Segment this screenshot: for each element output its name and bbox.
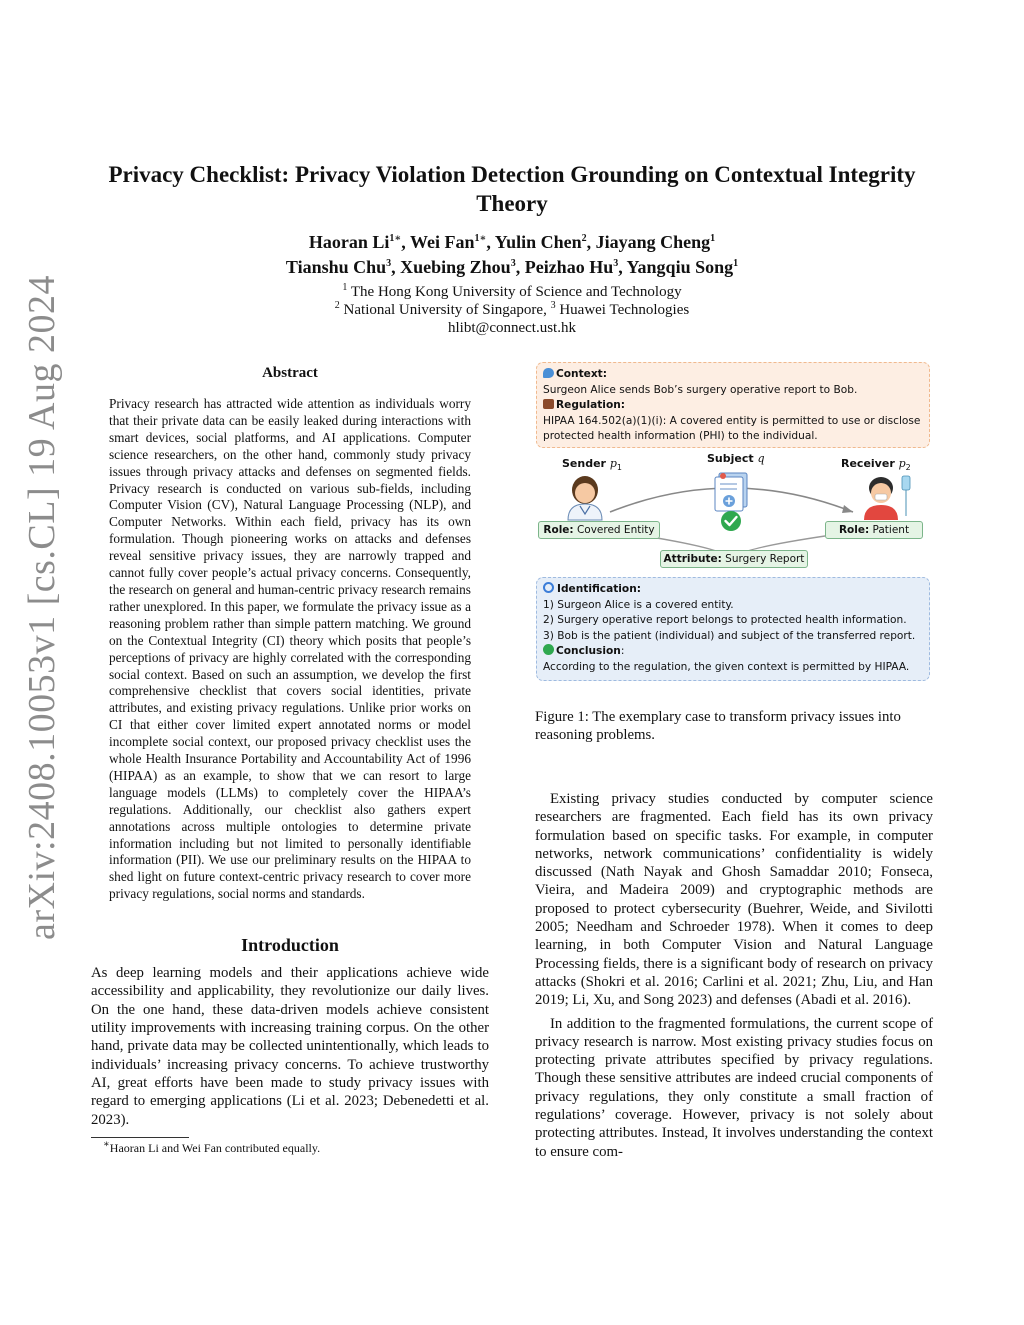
author-sup: 1∗ [474,233,487,244]
sender-role-tag: Role: Covered Entity [538,521,660,539]
author-name: Yulin Chen [494,232,582,252]
paper-title: Privacy Checklist: Privacy Violation Detection Grounding on Contextual Integrity Theory [108,162,916,216]
affil-sup: 3 [550,300,556,311]
book-icon [543,399,554,409]
author-name: Wei Fan [409,232,475,252]
attribute-tag: Attribute: Surgery Report [660,550,808,568]
affiliation-2: National University of Singapore, [343,302,547,318]
identification-item: 3) Bob is the patient (individual) and subject of the transferred report. [543,629,916,642]
identification-item: 2) Surgery operative report belongs to protected health information. [543,614,907,626]
context-box [536,362,930,448]
affiliation-3: Huawei Technologies [559,302,690,318]
context-label: Context: [556,368,607,380]
author-line-1: Haoran $Li^{1∗}$, Wei Fan$^{1∗}$, Yulin Chen$^2$, Jiayang Cheng$^1$ [308,232,716,252]
affil-sup: 1 [342,282,348,293]
subject-label: Subject q [707,452,765,465]
author-list [80,230,944,280]
check-circle-icon [543,644,554,655]
author-name: Tianshu Chu [285,257,387,277]
magnifier-icon [543,582,554,593]
figure-caption: Figure 1: The exemplary case to transform privacy issues into reasoning problems. [535,709,901,744]
identification-box: Identification: 1) Surgeon Alice is a covered entity. 2) Surgery operative report belongs to protected health information. 3) Bob is the patient (individual) and subject of the transferred report. Conclusion: According to the regulation, the given context is permitted by HIPAA. [536,577,930,681]
check-icon [721,511,741,531]
sender-label: Sender $p_1$ [562,457,622,473]
conclusion-text: According to the regulation, the given context is permitted by HIPAA. [543,660,910,673]
arrow-head [842,505,853,513]
identification-item: 1) Surgeon Alice is a covered entity. [543,598,734,611]
conclusion-label: Conclusion [556,645,621,657]
footnote [91,1138,489,1156]
introduction-paragraph: As deep learning models and their applications achieve wide accessibility and applicability, they revolutionize our daily lives. On the one hand, these data-driven models achieve consistent utility improvements with increasing training corpus. On the other hand, private data may be collected unintentionally, which leads to individuals’ increasing privacy concerns. To achieve trustworthy AI, great efforts have been made to study privacy issues with regard to emerging applications (Li et al. 2023; Debenedetti et al. 2023). [91,965,489,1128]
abstract-text: Privacy research has attracted wide attention as individuals worry that their private data can be easily leaked during interactions with smart devices, social platforms, and AI applications. Computer science researchers, on the other hand, commonly study privacy issues through privacy attacks and defenses on segmented fields. Privacy research is conducted on various sub-fields, including Computer Vision (CV), Natural Language Processing (NLP), and Computer Networks. Within each field, privacy has its own formulation. Though pioneering works on attacks and defenses reveal sensitive privacy issues, they are narrowly trapped and cannot fully cover people’s actual privacy concerns. Consequently, the research on general and human-centric privacy research remains rather unexplored. In this paper, we formulate the privacy issue as a reasoning problem rather than simple pattern matching. We ground on the Contextual Integrity (CI) theory which posits that people’s perceptions of privacy are highly correlated with the corresponding social context. Based on such an assumption, we develop the first comprehensive checklist that covers social identities, private attributes, and existing privacy regulations. Unlike prior works on CI that either cover limited expert annotated norms or model incomplete social context, our proposed privacy checklist uses the whole Health Insurance Portability and Accountability Act of 1996 (HIPAA) as an example, to show that we can resort to large language models (LLMs) to completely cover the HIPAA’s regulations. Additionally, our checklist also gathers expert annotations across multiple ontologies to determine private information including but not limited to personally identifiable information (PII). We use our preliminary results on the HIPAA to shed light on future context-centric privacy research to cover more privacy regulations, social norms and standards. [109,396,471,902]
footnote-text: Haoran Li and Wei Fan contributed equally. [109,1140,321,1155]
author-sup: 1 [710,233,716,244]
author-name: Peizhao Hu [524,257,614,277]
author-sup: 1 [733,258,739,269]
receiver-role-tag: Role: Patient [825,521,923,539]
introduction-heading: Introduction [241,935,339,956]
footnote-rule [91,1137,189,1138]
speech-bubble-icon [543,368,554,378]
doctor-avatar [568,476,602,520]
right-column [535,790,933,1161]
body-paragraph: In addition to the fragmented formulations, the current scope of privacy research is narrow. Most existing privacy studies focus on protecting private attributes specified by privacy regulations. Though these sensitive attributes are indeed crucial components of privacy regulations, they only constitute a small fraction of regulations’ coverage. However, privacy is not solely about protecting attributes. Instead, It involves understanding the context to ensure com- [535,1015,933,1160]
author-name: Haoran Li [308,232,390,252]
author-name: Xuebing Zhou [400,257,511,277]
receiver-label: Receiver $p_2$ [841,457,911,473]
patient-avatar [864,476,910,520]
contact-email: hlibt@connect.ust.hk [448,320,576,336]
figure-1 [535,360,933,682]
identification-label: Identification: [557,583,641,595]
regulation-label: Regulation: [556,399,625,411]
context-text: Surgeon Alice sends Bob’s surgery operative report to Bob. [543,383,858,396]
document-icon [715,473,747,511]
arxiv-identifier: arXiv:2408.10053v1 [cs.CL] 19 Aug 2024 [21,275,63,940]
regulation-text: HIPAA 164.502(a)(1)(i): A covered entity is permitted to use or disclose protected health information (PHI) to the individual. [543,414,921,442]
author-sup: 3 [613,258,619,269]
left-column [91,360,489,1156]
affiliations [80,283,944,337]
author-sup: 3 [510,258,516,269]
author-name: Yangqiu Song [626,257,734,277]
body-paragraph: Existing privacy studies conducted by computer science researchers are fragmented. Each field has its own privacy formulation based on specific tasks. For example, in computer networks, network communications’ confidentiality is widely discussed (Nath Nayak and Ghosh Samaddar 2010; Fonseca, Vieira, and Madeira 2009) and cryptographic methods are proposed to protect cybersecurity (Buehrer, Weide, and Sivilotti 2005; Needham and Schroeder 1978). When it comes to deep learning, in both Computer Vision and Natural Language Processing fields, there is a significant body of research on privacy attacks (Shokri et al. 2016; Carlini et al. 2021; Zhu, Liu, and Han 2019; Li, Xu, and Song 2023) and defenses (Abadi et al. 2016). [535,791,933,1009]
affil-sup: 2 [334,300,340,311]
author-sup: 3 [386,258,392,269]
author-sup: 1∗ [389,233,402,244]
author-line-2: Tianshu Chu$^3$, Xuebing Zhou$^3$, Peizhao Hu$^3$, Yangqiu Song$^1$ [285,257,739,277]
affiliation-1: The Hong Kong University of Science and Technology [350,284,682,300]
footnote-mark: ∗ [103,1138,110,1150]
author-name: Jiayang Cheng [595,232,711,252]
author-sup: 2 [581,233,587,244]
abstract-heading: Abstract [262,365,318,381]
